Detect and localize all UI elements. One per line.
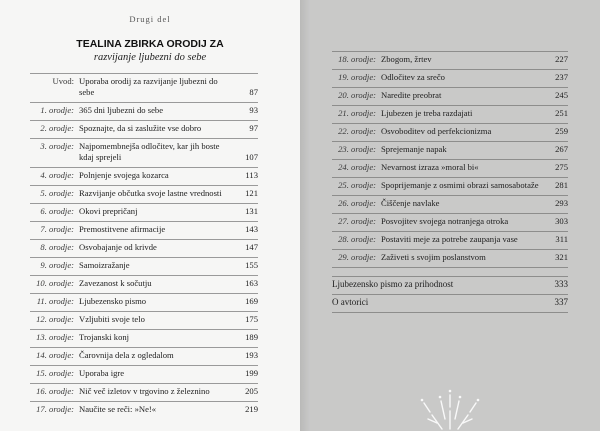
entry-page: 199 [245, 368, 258, 378]
entry-label: 19. orodje: [338, 72, 376, 82]
toc-entry[interactable] [30, 74, 258, 102]
toc-entry[interactable] [30, 103, 258, 120]
entry-title: Uporaba igre [79, 368, 125, 378]
entry-label: 16. orodje: [36, 386, 74, 396]
section-subtitle: razvijanje ljubezni do sebe [93, 52, 207, 63]
entry-label: 18. orodje: [338, 54, 376, 64]
entry-page: 189 [245, 332, 258, 342]
toc-entry[interactable] [30, 312, 258, 329]
entry-title: Spoznajte, da si zaslužite vse dobro [79, 123, 202, 133]
toc-entry[interactable] [30, 168, 258, 185]
entry-label: 15. orodje: [36, 368, 74, 378]
entry-page: 107 [245, 152, 258, 162]
toc-entry[interactable] [30, 384, 258, 401]
entry-label: 14. orodje: [36, 350, 74, 360]
entry-label: 24. orodje: [338, 162, 376, 172]
entry-title: O avtorici [332, 297, 369, 307]
entry-page: 169 [245, 296, 258, 306]
entry-title: Vzljubiti svoje telo [79, 314, 145, 324]
entry-title: Osvobajanje od krivde [79, 242, 157, 252]
toc-entry[interactable] [332, 142, 568, 159]
entry-page: 175 [245, 314, 258, 324]
entry-page: 293 [555, 198, 568, 208]
entry-label: 12. orodje: [36, 314, 74, 324]
toc-entry[interactable] [332, 232, 568, 249]
toc-entry-about-author[interactable] [332, 295, 568, 312]
entry-label: 1. orodje: [40, 105, 74, 115]
entry-page: 259 [555, 126, 568, 136]
entry-title: Najpomembnejša odločitev, kar jih boste kdaj sprejeli [79, 141, 220, 162]
entry-title: Ljubezensko pismo za prihodnost [332, 279, 454, 289]
section-title: TEALINA ZBIRKA ORODIJ ZA [76, 38, 224, 50]
toc-entry[interactable] [332, 88, 568, 105]
divider [332, 312, 568, 313]
entry-title: Sprejemanje napak [381, 144, 447, 154]
entry-title: Nič več izletov v trgovino z železnino [79, 386, 210, 396]
part-label: Drugi del [129, 14, 171, 24]
entry-title: Zaživeti s svojim poslanstvom [381, 252, 486, 262]
entry-label: 5. orodje: [40, 188, 74, 198]
toc-entry[interactable] [332, 70, 568, 87]
entry-page: 237 [555, 72, 568, 82]
toc-entry[interactable] [332, 124, 568, 141]
entry-page: 267 [555, 144, 568, 154]
entry-page: 333 [554, 279, 568, 289]
toc-entry[interactable] [30, 276, 258, 293]
entry-label: 2. orodje: [40, 123, 74, 133]
toc-entry[interactable] [332, 178, 568, 195]
entry-label: 3. orodje: [40, 141, 74, 151]
toc-entry[interactable] [30, 121, 258, 138]
toc-entry[interactable] [30, 222, 258, 239]
toc-entry[interactable] [30, 186, 258, 203]
entry-title: Polnjenje svojega kozarca [79, 170, 169, 180]
entry-page: 205 [245, 386, 258, 396]
entry-page: 147 [245, 242, 258, 252]
entry-title: Premostitvene afirmacije [79, 224, 166, 234]
entry-label: 8. orodje: [40, 242, 74, 252]
entry-title: Spoprijemanje z osmimi obrazi samosabotaže [381, 180, 539, 190]
entry-page: 121 [245, 188, 258, 198]
entry-page: 337 [554, 297, 568, 307]
entry-title: Ljubezen je treba razdajati [381, 108, 473, 118]
entry-label: 9. orodje: [40, 260, 74, 270]
toc-entry-love-letter[interactable] [332, 277, 568, 294]
entry-page: 227 [555, 54, 568, 64]
entry-page: 245 [555, 90, 568, 100]
entry-label: 4. orodje: [40, 170, 74, 180]
entry-label: 28. orodje: [338, 234, 376, 244]
entry-page: 93 [249, 105, 258, 115]
entry-page: 303 [555, 216, 568, 226]
entry-title: 365 dni ljubezni do sebe [79, 105, 164, 115]
entry-page: 163 [245, 278, 258, 288]
entry-label: 10. orodje: [36, 278, 74, 288]
entry-page: 113 [245, 170, 258, 180]
entry-title: Posvojitev svojega notranjega otroka [381, 216, 509, 226]
entry-label: 23. orodje: [338, 144, 376, 154]
toc-entry[interactable] [30, 204, 258, 221]
entry-title: Čarovnija dela z ogledalom [79, 350, 174, 360]
sunburst-ornament-icon [420, 351, 480, 431]
entry-page: 311 [555, 234, 568, 244]
entry-page: 321 [555, 252, 568, 262]
entry-page: 87 [249, 87, 258, 97]
entry-label: 21. orodje: [338, 108, 376, 118]
entry-label: 20. orodje: [338, 90, 376, 100]
entry-page: 131 [245, 206, 258, 216]
entry-page: 219 [245, 404, 258, 414]
toc-entry[interactable] [332, 52, 568, 69]
toc-list-left [30, 73, 258, 419]
toc-entry[interactable] [332, 214, 568, 231]
toc-entry[interactable] [332, 106, 568, 123]
toc-entry[interactable] [332, 196, 568, 213]
entry-title: Nevarnost izraza »moral bi« [381, 162, 479, 172]
entry-title: Trojanski konj [79, 332, 130, 342]
entry-title: Uporaba orodij za razvijanje ljubezni do sebe [79, 76, 218, 97]
entry-title: Postaviti meje za potrebe zaupanja vase [381, 234, 518, 244]
toc-entry[interactable] [30, 348, 258, 365]
right-page [300, 0, 600, 431]
entry-label: 22. orodje: [338, 126, 376, 136]
entry-label: Uvod: [52, 76, 74, 86]
entry-label: 17. orodje: [36, 404, 74, 414]
entry-page: 251 [555, 108, 568, 118]
entry-page: 143 [245, 224, 258, 234]
entry-title: Ljubezensko pismo [79, 296, 147, 306]
entry-title: Čiščenje navlake [381, 198, 440, 208]
toc-entry[interactable] [332, 160, 568, 177]
entry-label: 6. orodje: [40, 206, 74, 216]
toc-entry[interactable] [30, 258, 258, 275]
entry-page: 97 [249, 123, 258, 133]
entry-page: 281 [555, 180, 568, 190]
entry-title: Samoizražanje [79, 260, 130, 270]
entry-title: Zavezanost k sočutju [79, 278, 152, 288]
divider [332, 267, 568, 268]
entry-label: 25. orodje: [338, 180, 376, 190]
entry-label: 7. orodje: [40, 224, 74, 234]
entry-title: Zbogom, žrtev [381, 54, 432, 64]
entry-page: 155 [245, 260, 258, 270]
entry-label: 27. orodje: [338, 216, 376, 226]
entry-label: 13. orodje: [36, 332, 74, 342]
entry-title: Osvoboditev od perfekcionizma [381, 126, 492, 136]
entry-title: Okovi prepričanj [79, 206, 138, 216]
entry-title: Naučite se reči: »Ne!« [79, 404, 157, 414]
entry-label: 11. orodje: [36, 296, 74, 306]
entry-page: 275 [555, 162, 568, 172]
entry-page: 193 [245, 350, 258, 360]
toc-entry[interactable] [30, 402, 258, 419]
entry-title: Naredite preobrat [381, 90, 442, 100]
toc-entry[interactable] [30, 366, 258, 383]
toc-entry[interactable] [30, 240, 258, 257]
entry-label: 26. orodje: [338, 198, 376, 208]
entry-label: 29. orodje: [338, 252, 376, 262]
toc-entry[interactable] [30, 139, 258, 167]
appendix-list [332, 276, 568, 313]
toc-list-right [332, 51, 568, 313]
toc-entry[interactable] [30, 294, 258, 311]
entry-title: Odločitev za srečo [381, 72, 445, 82]
toc-entry[interactable] [332, 250, 568, 267]
entry-title: Razvijanje občutka svoje lastne vrednosti [79, 188, 222, 198]
toc-entry[interactable] [30, 330, 258, 347]
